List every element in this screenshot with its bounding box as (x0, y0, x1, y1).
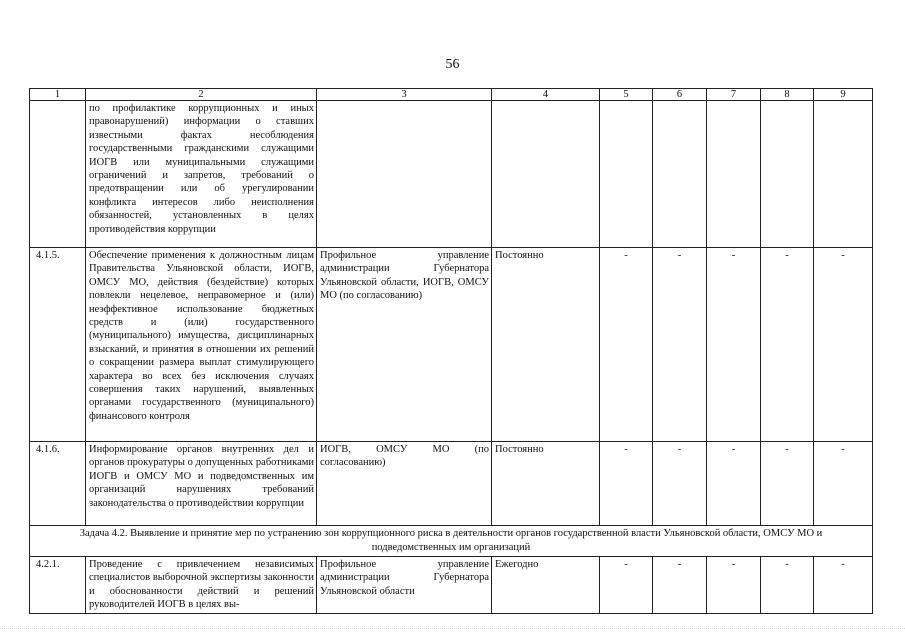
item-number: 4.2.1. (30, 557, 86, 614)
column-number-row (30, 89, 873, 101)
column-number: 8 (761, 89, 814, 101)
item-mark (707, 101, 761, 248)
item-mark (814, 101, 873, 248)
table-row (30, 101, 873, 248)
item-executor: Профильное управление администрации Губернатора Ульяновской области, ИОГВ, ОМСУ МО (по согласованию) (317, 248, 492, 442)
item-mark: - (707, 557, 761, 614)
item-mark: - (814, 248, 873, 442)
item-term: Постоянно (492, 248, 600, 442)
item-mark: - (600, 442, 653, 526)
item-number: 4.1.6. (30, 442, 86, 526)
item-mark: - (814, 442, 873, 526)
column-number: 7 (707, 89, 761, 101)
page-number: 56 (445, 57, 460, 72)
action-plan-table (29, 88, 873, 614)
item-mark: - (653, 557, 707, 614)
item-term: Постоянно (492, 442, 600, 526)
item-term (492, 101, 600, 248)
item-text: Обеспечение применения к должностным лицам Правительства Ульяновской области, ИОГВ, ОМСУ МО, действия (бездействие) которых повлекли нецелевое, неправомерное и (или) неэффективное использование бюджетных средств и (или) государственного (муниципального) имущества, дисциплинарных взысканий, и принятия в отношении их решений о сокращении размера выплат стимулирующего характера во всех без исключения случаях совершения таких нарушений, выявленных органами государственного (муниципального) финансового контроля (86, 248, 317, 442)
column-number: 4 (492, 89, 600, 101)
item-mark: - (600, 248, 653, 442)
column-number: 3 (317, 89, 492, 101)
table-row (30, 557, 873, 614)
column-number: 6 (653, 89, 707, 101)
item-mark: - (653, 442, 707, 526)
item-mark (761, 101, 814, 248)
table-row (30, 442, 873, 526)
item-mark: - (600, 557, 653, 614)
item-mark: - (707, 442, 761, 526)
item-mark: - (761, 248, 814, 442)
item-mark: - (707, 248, 761, 442)
task-heading: Задача 4.2. Выявление и принятие мер по устранению зон коррупционного риска в деятельности органов государственной власти Ульяновской области, ОМСУ МО и подведомственных им организаций (30, 526, 873, 557)
item-mark: - (814, 557, 873, 614)
item-text: по профилактике коррупционных и иных правонарушений) информации о ставших известными фактах несоблюдения государственными гражданскими служащими ИОГВ или муниципальными служащими ограничений и запретов, требований о предотвращении или об урегулировании конфликта интересов либо неисполнения обязанностей, установленных в целях противодействия коррупции (86, 101, 317, 248)
item-mark: - (761, 442, 814, 526)
item-executor: ИОГВ, ОМСУ МО (по согласованию) (317, 442, 492, 526)
table-row (30, 248, 873, 442)
column-number: 1 (30, 89, 86, 101)
item-term: Ежегодно (492, 557, 600, 614)
column-number: 2 (86, 89, 317, 101)
item-number: 4.1.5. (30, 248, 86, 442)
item-mark: - (761, 557, 814, 614)
item-executor: Профильное управление администрации Губернатора Ульяновской области (317, 557, 492, 614)
item-text: Информирование органов внутренних дел и органов прокуратуры о допущенных работниками ИОГВ и ОМСУ МО и подведомственных им организаций нарушениях требований законодательства о противодействии коррупции (86, 442, 317, 526)
scan-edge-artifacts (0, 628, 905, 632)
item-executor (317, 101, 492, 248)
column-number: 9 (814, 89, 873, 101)
item-mark (653, 101, 707, 248)
column-number: 5 (600, 89, 653, 101)
item-number (30, 101, 86, 248)
task-row (30, 526, 873, 557)
item-mark (600, 101, 653, 248)
item-mark: - (653, 248, 707, 442)
item-text: Проведение с привлечением независимых специалистов выборочной экспертизы законности и обоснованности действий и решений руководителей ИОГВ в целях вы- (86, 557, 317, 614)
